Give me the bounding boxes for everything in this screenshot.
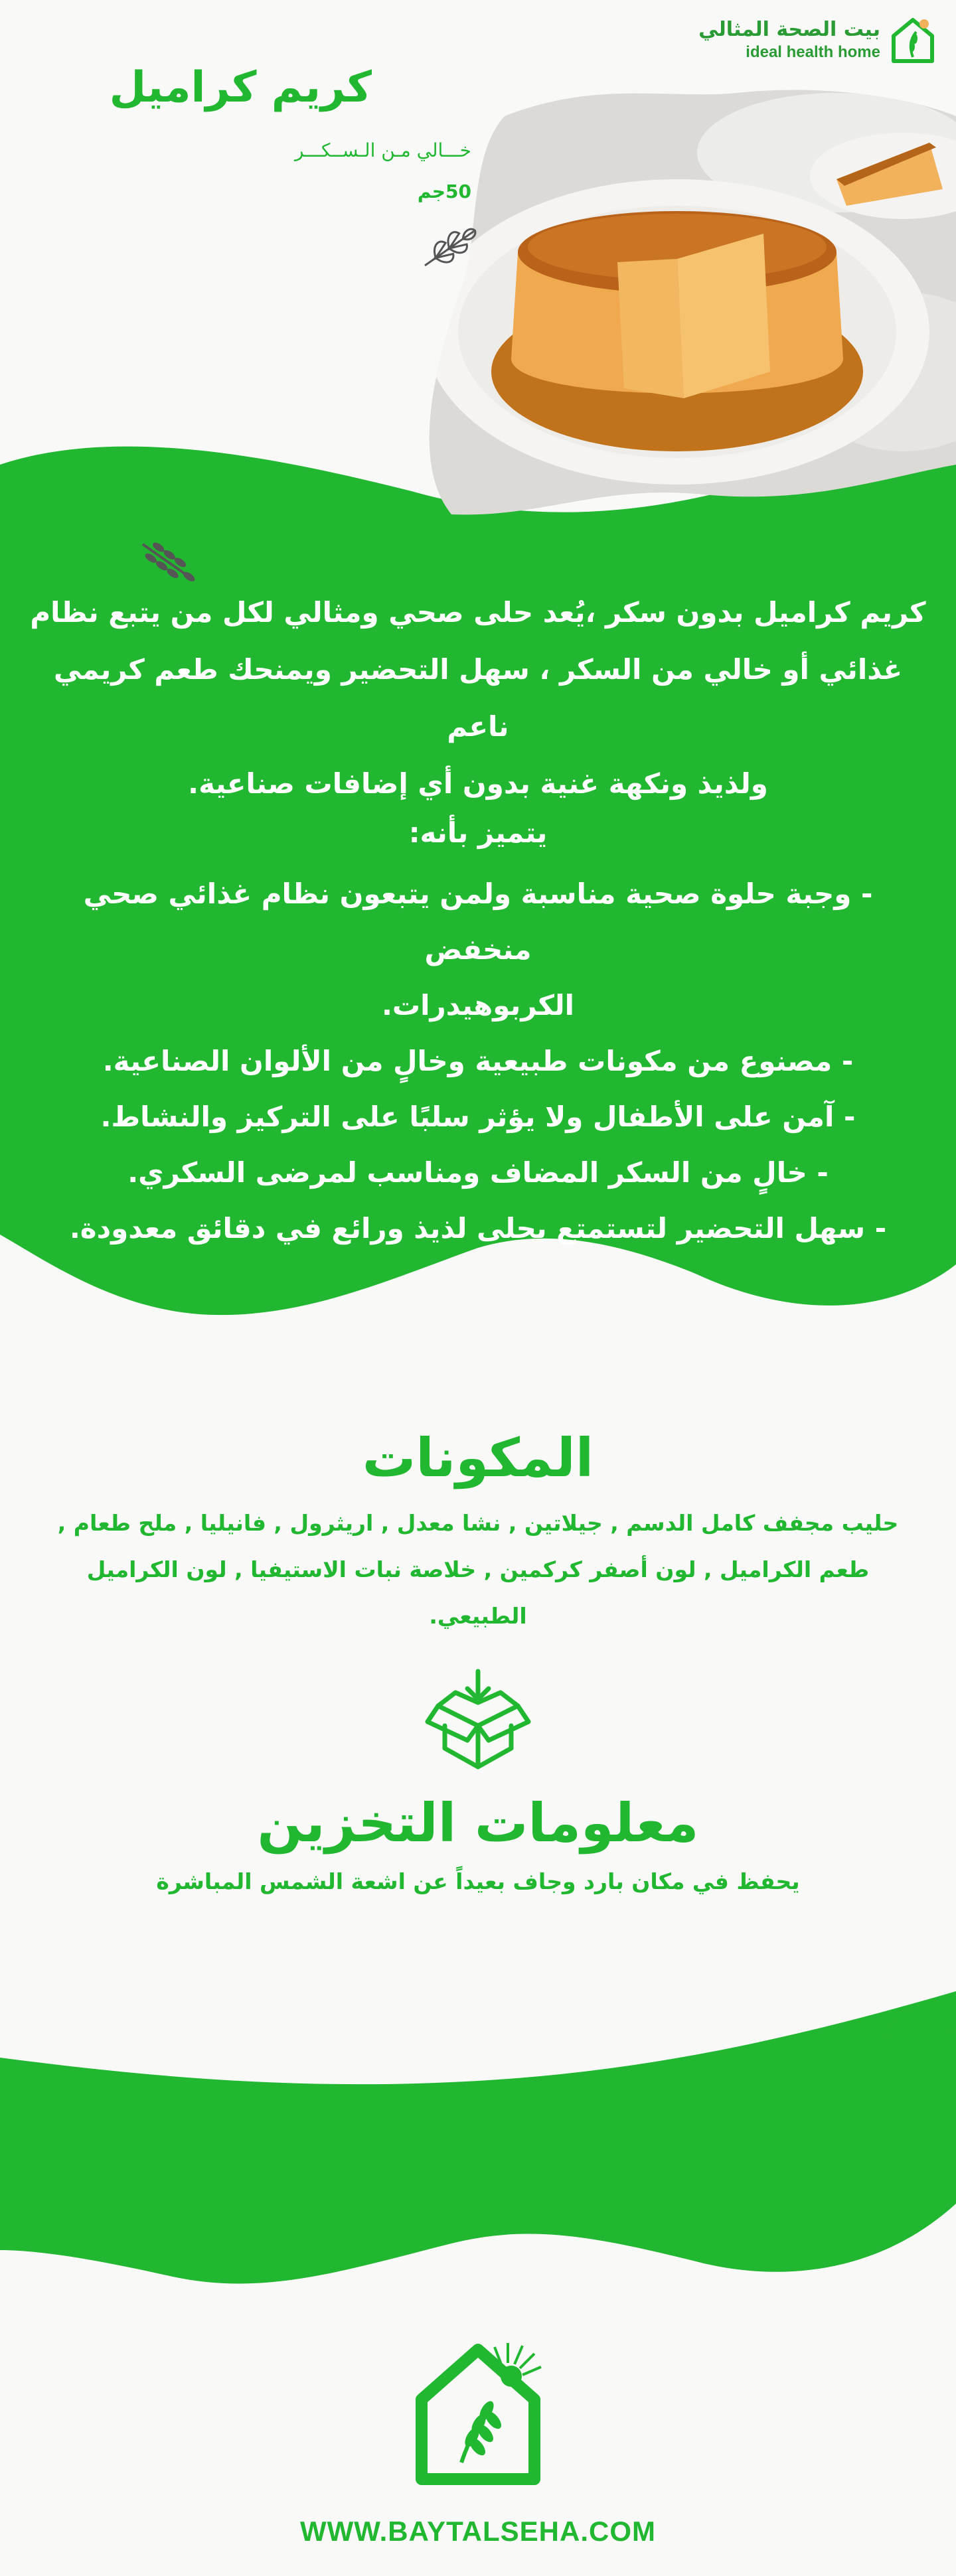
description-line: ولذيذ ونكهة غنية بدون أي إضافات صناعية. [188,767,768,800]
ingredients-line: حليب مجفف كامل الدسم , جيلاتين , نشا معدل , اريثرول , فانيليا , ملح طعام , [57,1510,899,1536]
feature-item: - آمن على الأطفال ولا يؤثر سلبًا على التركيز والنشاط. [100,1100,856,1133]
website-link[interactable]: WWW.BAYTALSEHA.COM [300,2516,656,2547]
description-line: كريم كراميل بدون سكر ،يُعد حلى صحي ومثالي لكل من يتبع نظام [30,596,926,629]
features-heading: يتميز بأنه: [408,816,548,849]
storage-text: يحفظ في مكان بارد وجاف بعيداً عن اشعة الشمس المباشرة [156,1868,800,1894]
flan-photo [398,66,956,544]
feature-item: - وجبة حلوة صحية مناسبة ولمن يتبعون نظام غذائي صحي منخفض [83,877,873,966]
description-line: غذائي أو خالي من السكر ، سهل التحضير ويمنحك طعم كريمي ناعم [53,653,903,743]
features-list [27,866,929,1256]
product-description [27,584,929,812]
brand-name-ar: بيت الصحة المثالي [698,18,880,42]
feature-item: - مصنوع من مكونات طبيعية وخالٍ من الألوان الصناعية. [102,1045,854,1077]
brand-name-en: ideal health home [746,42,880,61]
house-wheat-logo-icon [408,2336,548,2489]
ingredients-text [46,1500,910,1639]
product-weight: 50جم [417,181,471,202]
ingredients-title: المكونات [362,1427,594,1489]
product-title: كريم كراميل [109,63,372,112]
ingredients-line: طعم الكراميل , لون أصفر كركمين , خلاصة نبات الاستيفيا , لون الكراميل الطبيعي. [86,1556,870,1629]
feature-item: الكربوهيدرات. [381,989,575,1022]
green-bottom-band [0,1991,956,2283]
house-wheat-icon [890,15,936,65]
brand-header[interactable] [698,15,936,65]
feature-item: - سهل التحضير لتستمتع بحلى لذيذ ورائع في دقائق معدودة. [69,1212,887,1245]
open-box-icon [425,1666,531,1772]
feature-item: - خالٍ من السكر المضاف ومناسب لمرضى السكري. [127,1156,829,1189]
product-subtitle: خـــالي مـن الـســكـــر [294,139,471,161]
storage-title: معلومات التخزين [257,1792,699,1854]
